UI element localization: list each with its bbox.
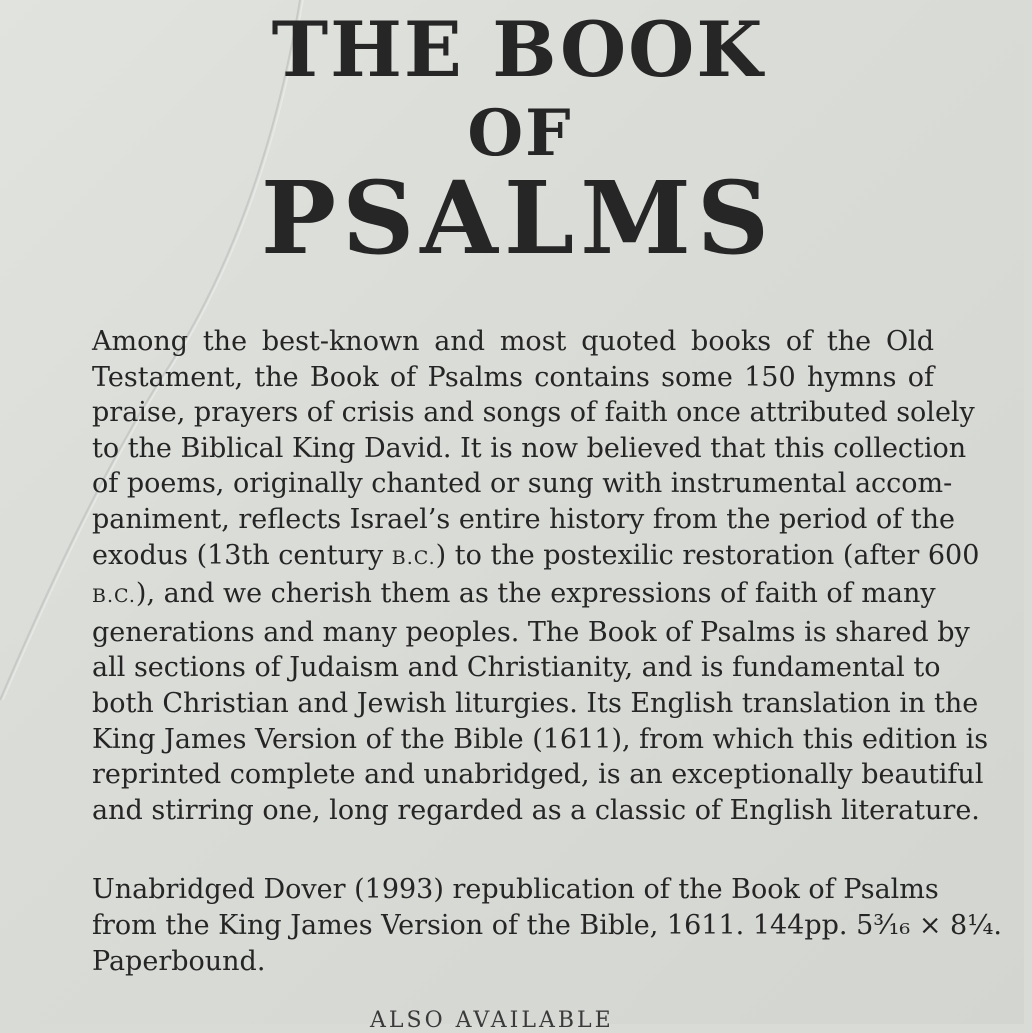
description-line: B.C.), and we cherish them as the expressions of faith of many xyxy=(92,578,936,610)
description-line: exodus (13th century B.C.) to the postexilic restoration (after 600 xyxy=(92,539,980,571)
description-line: all sections of Judaism and Christianity, and is fundamental to xyxy=(92,652,941,684)
description-line: paniment, reflects Israel’s entire history from the period of the xyxy=(92,503,955,535)
description-line: King James Version of the Bible (1611), from which this edition is xyxy=(92,723,989,755)
description-line: both Christian and Jewish liturgies. Its English translation in the xyxy=(92,687,979,719)
cut-off-heading: ALSO AVAILABLE xyxy=(370,1008,614,1033)
description-line: of poems, originally chanted or sung with instrumental accom- xyxy=(92,468,953,500)
publication-line: Paperbound. xyxy=(92,946,266,977)
description-line: and stirring one, long regarded as a classic of English literature. xyxy=(92,794,980,826)
description-line: generations and many peoples. The Book of Psalms is shared by xyxy=(92,616,970,648)
description-paragraph xyxy=(92,324,989,828)
bc-small-caps: B.C. xyxy=(391,546,436,569)
description-line: reprinted complete and unabridged, is an exceptionally beautiful xyxy=(92,759,984,791)
book-title-line-3: PSALMS xyxy=(260,159,776,277)
publication-info xyxy=(92,872,1002,980)
description-line: to the Biblical King David. It is now believed that this collection xyxy=(92,432,967,464)
description-line: praise, prayers of crisis and songs of faith once attributed solely xyxy=(92,397,975,429)
description-line: Among the best-known and most quoted books of the Old xyxy=(92,326,934,357)
book-title-line-2: OF xyxy=(467,96,573,171)
book-title-line-1: THE BOOK xyxy=(271,5,765,94)
bc-small-caps: B.C. xyxy=(92,585,136,608)
publication-line: Unabridged Dover (1993) republication of the Book of Psalms xyxy=(92,874,939,905)
description-line: Testament, the Book of Psalms contains some 150 hymns of xyxy=(92,361,934,393)
publication-line: from the King James Version of the Bible, 1611. 144pp. 5³⁄₁₆ × 8¼. xyxy=(92,910,1002,941)
